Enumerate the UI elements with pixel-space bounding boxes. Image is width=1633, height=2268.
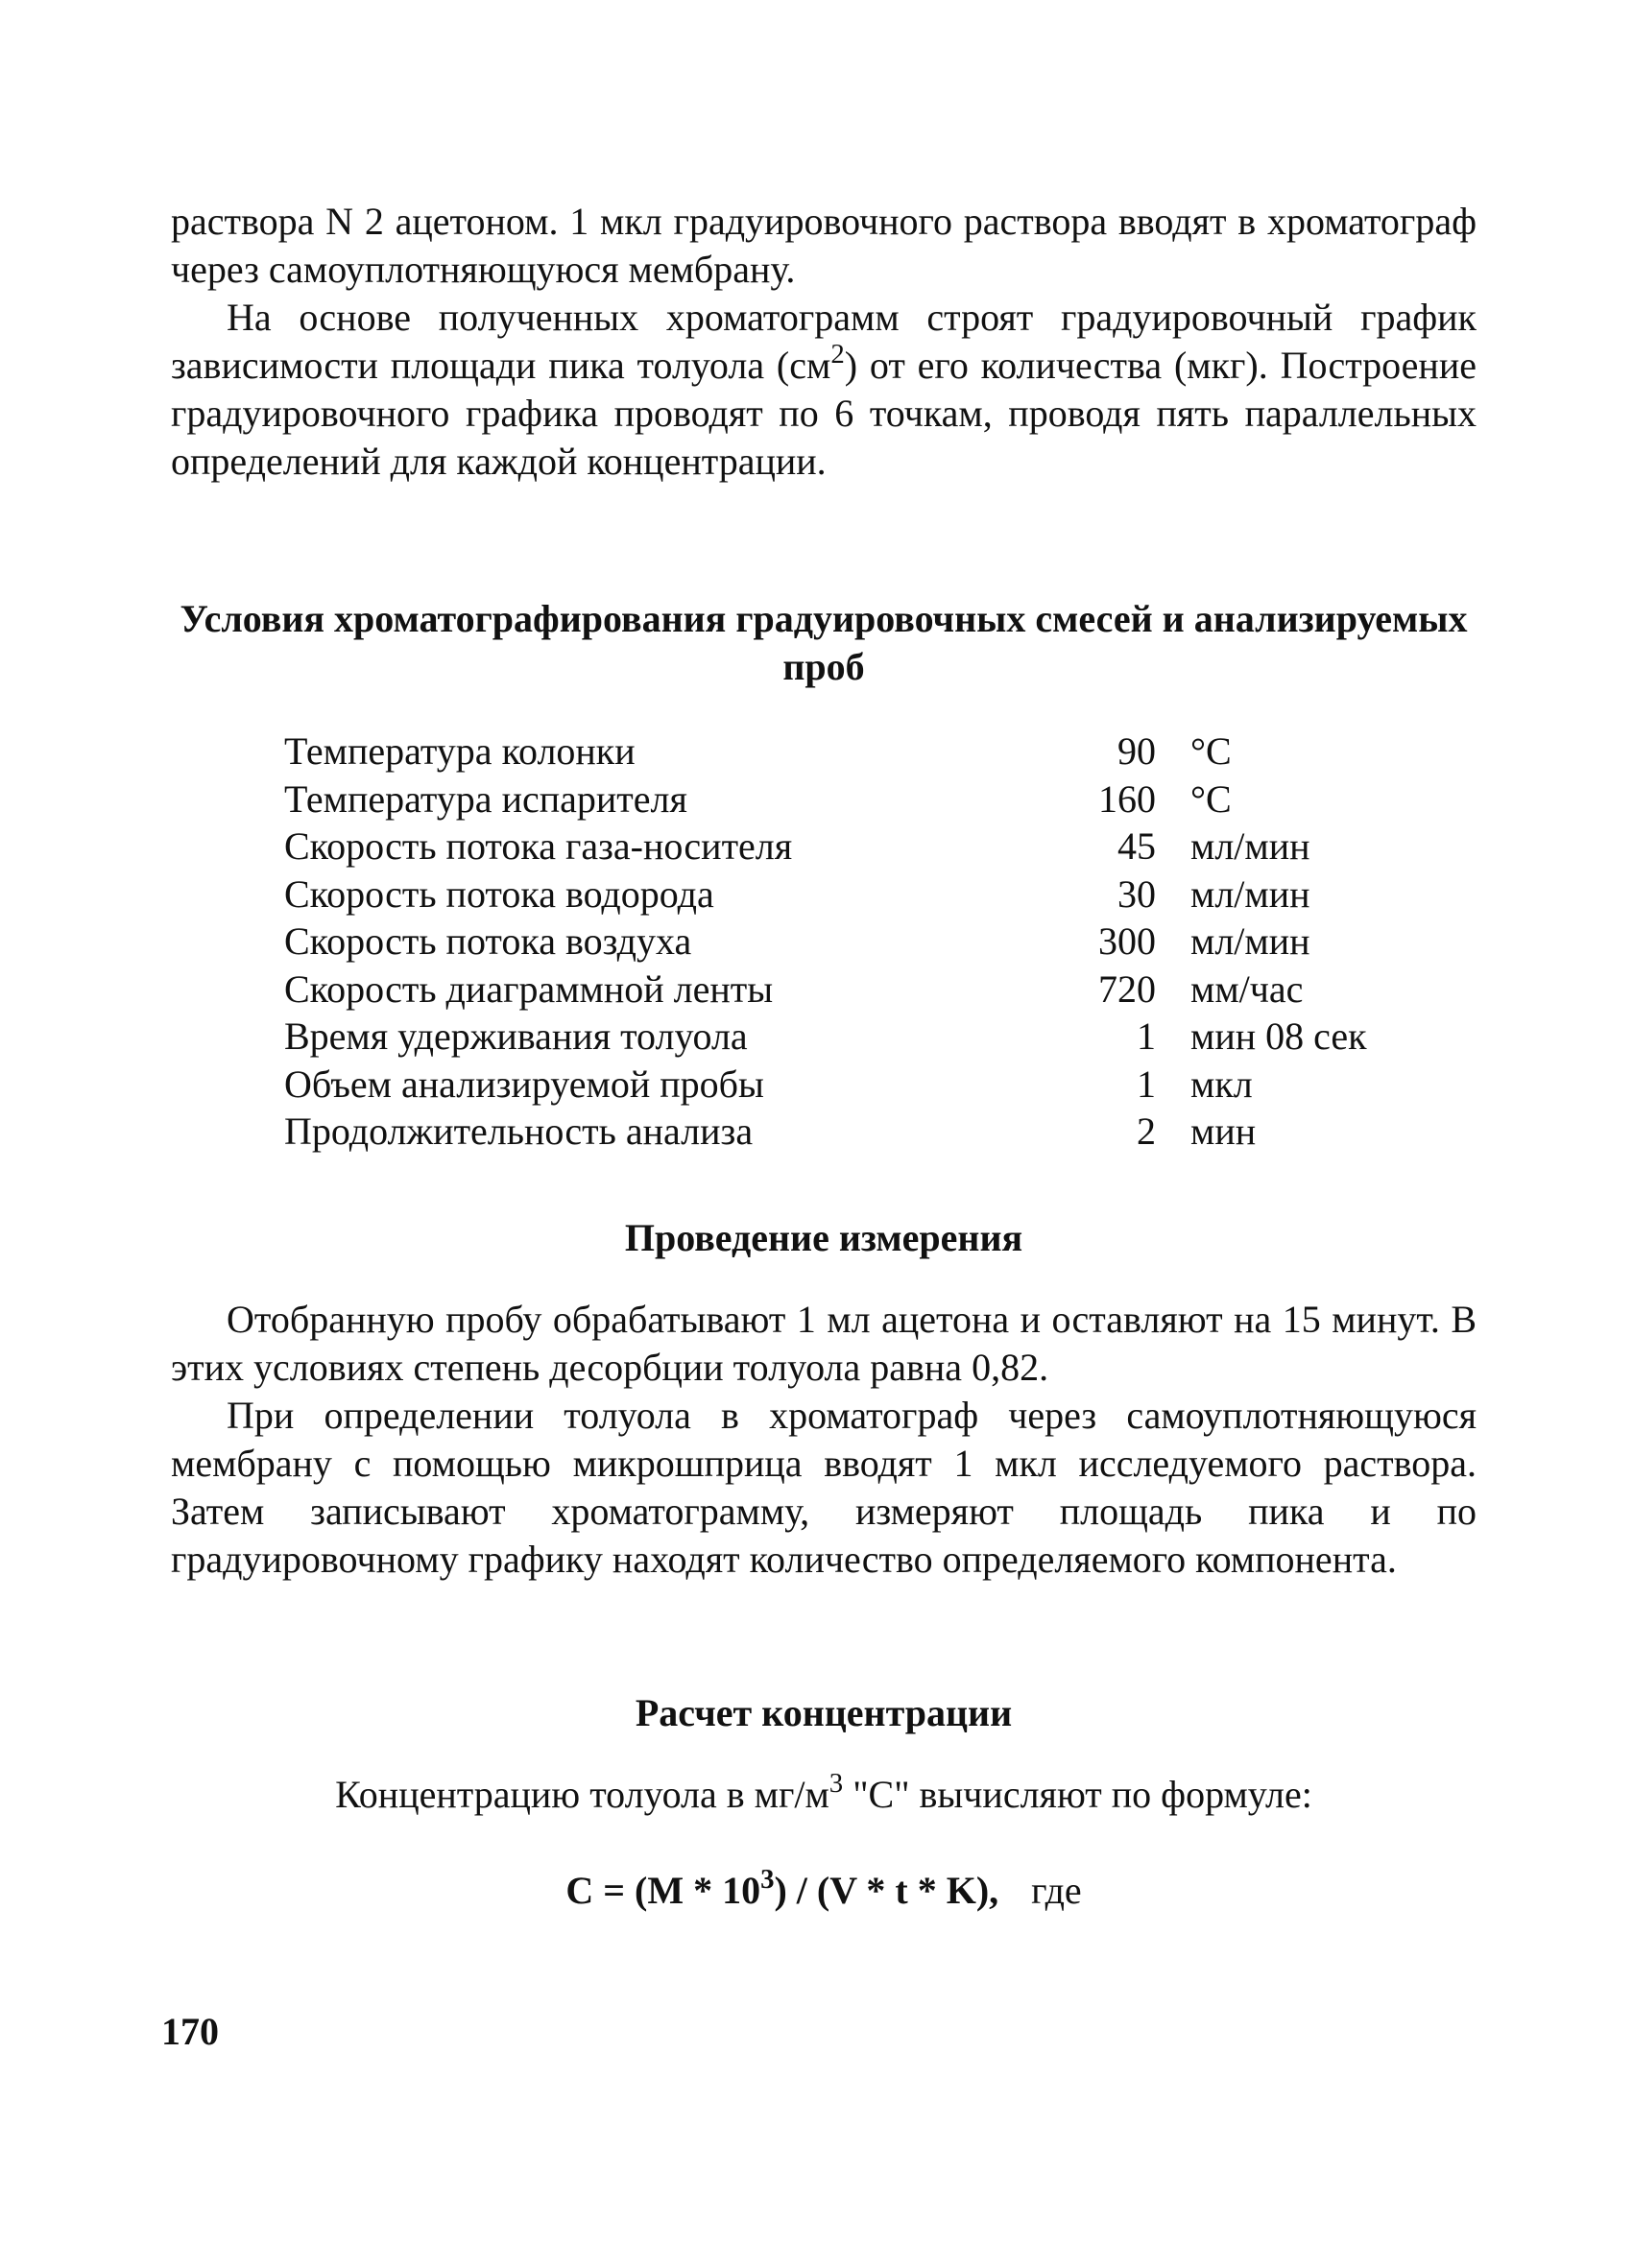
condition-value: 300 — [1098, 919, 1156, 963]
condition-unit: мл/мин — [1190, 871, 1310, 916]
formula-text-b: ) / (V * t * K), — [774, 1869, 999, 1912]
condition-value: 45 — [1117, 824, 1156, 868]
concentration-formula — [171, 1864, 1477, 1915]
measurement-heading: Проведение измерения — [624, 1216, 1023, 1259]
formula-where: где — [1031, 1869, 1082, 1912]
condition-unit: мин — [1190, 1110, 1257, 1153]
condition-label: Скорость потока воздуха — [284, 919, 692, 963]
condition-value: 1 — [1137, 1062, 1156, 1106]
formula-superscript: 3 — [760, 1864, 775, 1896]
conditions-row — [284, 966, 1455, 1014]
condition-label: Объем анализируемой пробы — [284, 1062, 764, 1106]
calculation-heading: Расчет концентрации — [635, 1691, 1013, 1734]
condition-label: Продолжительность анализа — [284, 1110, 754, 1153]
conditions-row — [284, 1108, 1455, 1156]
condition-value: 160 — [1098, 776, 1156, 821]
condition-label: Время удерживания толуола — [284, 1015, 748, 1058]
measurement-paragraph-1: Отобранную пробу обрабатывают 1 мл ацетона и оставляют на 15 минут. В этих условиях степень десорбции толуола равна 0,82. — [171, 1298, 1477, 1389]
condition-value: 1 — [1137, 1015, 1156, 1058]
page-number: 170 — [161, 2010, 219, 2053]
intro-paragraph-2 — [171, 294, 1477, 486]
condition-label: Скорость диаграммной ленты — [284, 967, 774, 1011]
condition-unit: мм/час — [1190, 967, 1304, 1011]
condition-label: Скорость потока газа-носителя — [284, 824, 793, 868]
conditions-row — [284, 728, 1455, 776]
condition-label: Температура испарителя — [284, 776, 687, 821]
condition-unit: °C — [1190, 729, 1232, 773]
calculation-intro-text-b: "С" вычисляют по формуле: — [843, 1773, 1312, 1816]
superscript-3: 3 — [829, 1768, 844, 1800]
conditions-row — [284, 776, 1455, 824]
condition-unit: мл/мин — [1190, 919, 1310, 963]
condition-unit: мкл — [1190, 1062, 1253, 1106]
conditions-row — [284, 871, 1455, 919]
intro-paragraph-2-text-a: На основе полученных хроматограмм строят градуировочный график зависимости площади пика толуола (см — [171, 296, 1477, 387]
intro-paragraph-2-text-b: ) от его количества (мкг). Построение градуировочного графика проводят по 6 точкам, проводя пять параллельных определений для каждой концентрации. — [171, 344, 1477, 483]
intro-paragraph-1: раствора N 2 ацетоном. 1 мкл градуировочного раствора вводят в хроматограф через самоуплотняющуюся мембрану. — [171, 200, 1477, 291]
condition-unit: мин 08 сек — [1190, 1015, 1367, 1058]
conditions-heading: Условия хроматографирования градуировочных смесей и анализируемых проб — [180, 597, 1468, 688]
condition-value: 720 — [1098, 967, 1156, 1011]
condition-label: Скорость потока водорода — [284, 871, 714, 916]
conditions-table — [284, 728, 1455, 1156]
measurement-paragraph-2: При определении толуола в хроматограф через самоуплотняющуюся мембрану с помощью микрошприца вводят 1 мкл исследуемого раствора. Затем записывают хроматограмму, измеряют площадь пика и по градуировочному графику находят количество определяемого компонента. — [171, 1394, 1477, 1581]
conditions-row — [284, 1061, 1455, 1109]
condition-label: Температура колонки — [284, 729, 636, 773]
condition-value: 90 — [1117, 729, 1156, 773]
conditions-row — [284, 918, 1455, 966]
condition-unit: °C — [1190, 776, 1232, 821]
calculation-intro-text-a: Концентрацию толуола в мг/м — [335, 1773, 829, 1816]
condition-unit: мл/мин — [1190, 824, 1310, 868]
superscript-2: 2 — [830, 339, 845, 370]
conditions-row — [284, 1013, 1455, 1061]
condition-value: 2 — [1137, 1110, 1156, 1153]
calculation-intro-line — [171, 1768, 1477, 1819]
conditions-row — [284, 823, 1455, 871]
condition-value: 30 — [1117, 871, 1156, 916]
formula-text-a: С = (М * 10 — [565, 1869, 761, 1912]
